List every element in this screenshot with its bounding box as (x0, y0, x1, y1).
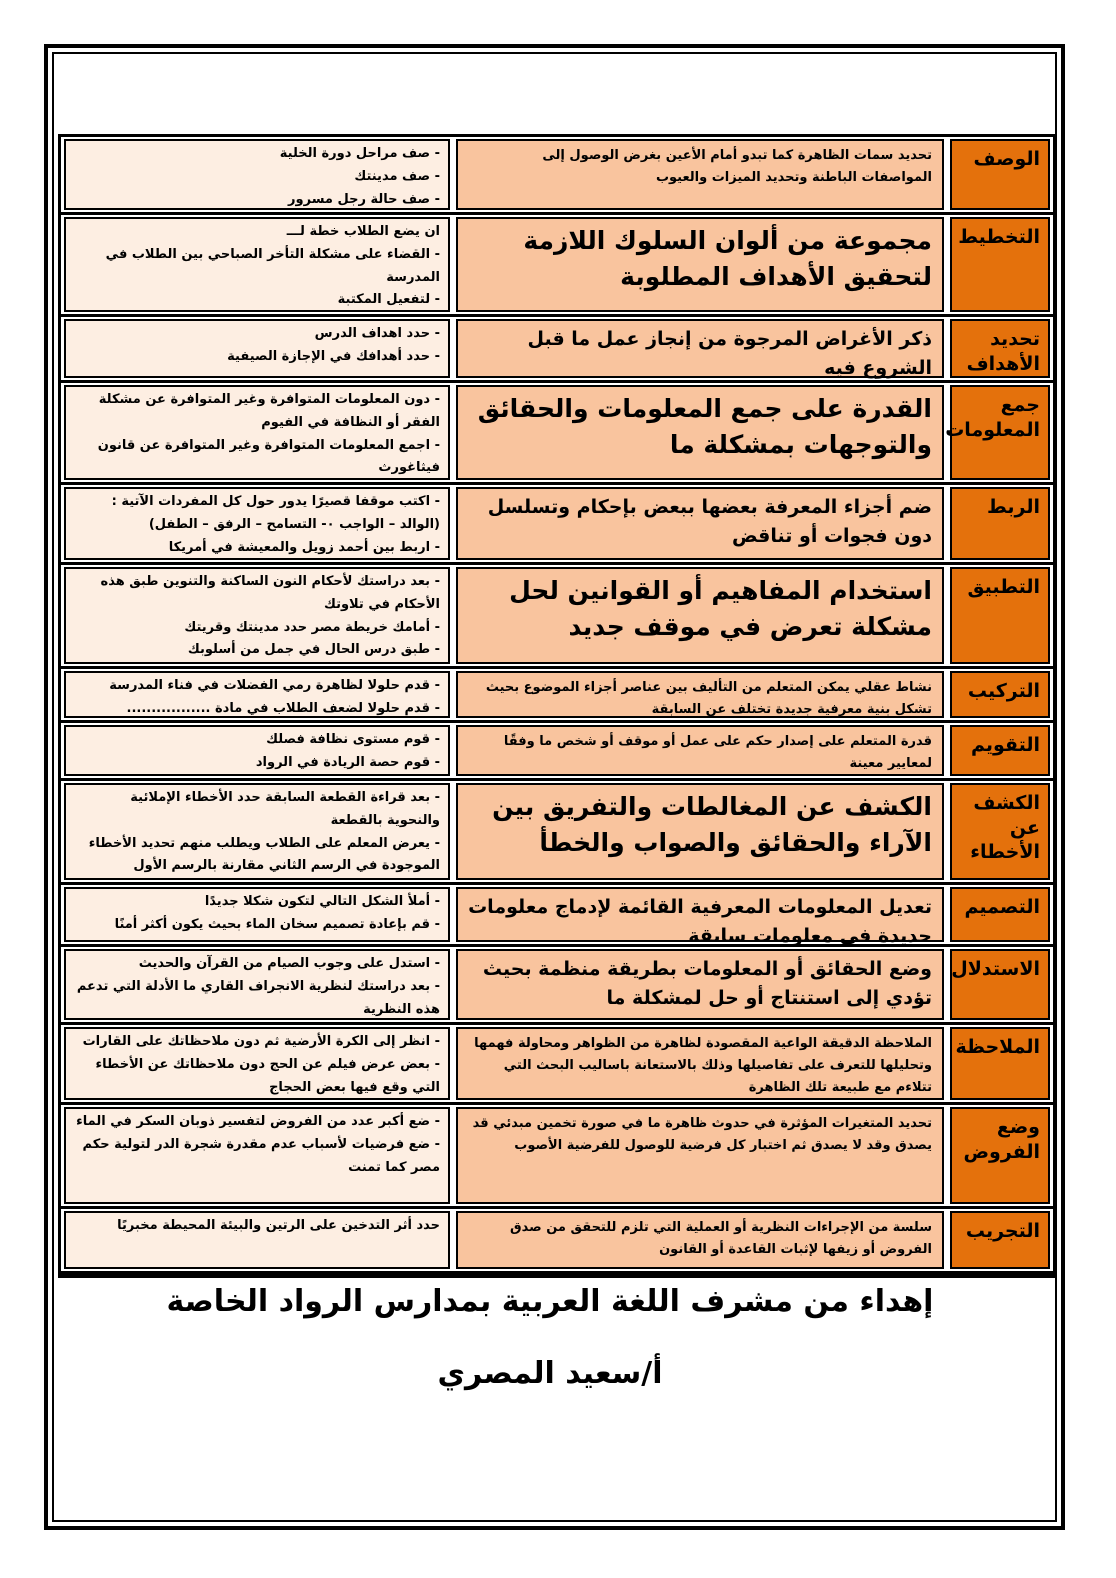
skill-examples (64, 887, 450, 942)
example-item: حدد أثر التدخين على الرتين والبيئة المحيطة مخبريًا (117, 1218, 440, 1233)
skill-definition: تعديل المعلومات المعرفية القائمة لإدماج معلومات جديدة في معلومات سابقة (456, 887, 944, 942)
table-row (61, 781, 1053, 885)
skill-definition: مجموعة من ألوان السلوك اللازمة لتحقيق الأهداف المطلوبة (456, 217, 944, 312)
table-row (61, 215, 1053, 317)
skill-examples (64, 1027, 450, 1100)
example-item: - انظر إلى الكرة الأرضية ثم دون ملاحظاتك على القارات (82, 1034, 440, 1049)
example-item: - استدل على وجوب الصيام من القرآن والحديث (138, 956, 440, 971)
example-item: - قدم حلولا لضعف الطلاب في مادة ................. (126, 700, 440, 716)
example-item: - قدم حلولا لظاهرة رمي الفضلات في فناء المدرسة (109, 678, 440, 693)
example-item: - بعض عرض فيلم عن الحج دون ملاحظاتك عن الأخطاء التي وقع فيها بعض الحجاج (95, 1056, 440, 1095)
skill-definition: وضع الحقائق أو المعلومات بطريقة منظمة بحيث تؤدي إلى استنتاج أو حل لمشكلة ما (456, 949, 944, 1020)
skill-term: التجريب (950, 1211, 1050, 1269)
skill-examples (64, 725, 450, 776)
skill-term: تحديد الأهداف (950, 319, 1050, 378)
example-item: - قم بإعادة تصميم سخان الماء بحيث يكون أكثر أمنًا (114, 916, 440, 932)
table-row (61, 1209, 1053, 1271)
example-item: - اكتب موقفا قصيرًا يدور حول كل المفردات الآتية : (111, 494, 440, 509)
skill-definition: قدرة المتعلم على إصدار حكم على عمل أو موقف أو شخص ما وفقًا لمعايير معينة (456, 725, 944, 776)
table-row (61, 383, 1053, 485)
example-item: - طبق درس الحال في جمل من أسلوبك (187, 642, 440, 658)
skill-definition: تحديد المتغيرات المؤثرة في حدوث ظاهرة ما في صورة تخمين مبدئي قد يصدق وقد لا يصدق ثم اختبار كل فرضية للوصول للفرضية الأصوب (456, 1107, 944, 1204)
skill-definition: ضم أجزاء المعرفة بعضها ببعض بإحكام وتسلسل دون فجوات أو تناقض (456, 487, 944, 560)
author-name: أ/سعيد المصري (437, 1356, 663, 1391)
skill-definition: تحديد سمات الظاهرة كما تبدو أمام الأعين بغرض الوصول إلى المواصفات الباطنة وتحديد الميزات والعيوب (456, 139, 944, 210)
skill-term: التطبيق (950, 567, 1050, 664)
example-item: - قوم حصة الريادة في الرواد (255, 754, 440, 770)
skill-definition: القدرة على جمع المعلومات والحقائق والتوجهات بمشكلة ما (456, 385, 944, 480)
skill-definition: الملاحظة الدقيقة الواعية المقصودة لظاهرة من الظواهر ومحاولة فهمها وتحليلها للتعرف على تفاصيلها وذلك بالاستعانة باساليب البحث التي تتلاءم مع طبيعة تلك الظاهرة (456, 1027, 944, 1100)
skill-examples (64, 567, 450, 664)
table-row (61, 947, 1053, 1025)
example-item: - ضع أكبر عدد من الفروض لتفسير ذوبان السكر في الماء (76, 1114, 440, 1129)
table-row (61, 317, 1053, 383)
table-row (61, 723, 1053, 781)
table-row (61, 565, 1053, 669)
skill-examples (64, 487, 450, 560)
skill-examples (64, 139, 450, 210)
skill-examples (64, 783, 450, 880)
skill-examples (64, 671, 450, 718)
example-item: - القضاء على مشكلة التأخر الصباحي بين الطلاب في المدرسة (105, 246, 440, 285)
example-item: - صف مراحل دورة الخلية (279, 146, 440, 161)
skill-definition: استخدام المفاهيم أو القوانين لحل مشكلة تعرض في موقف جديد (456, 567, 944, 664)
example-item: - حدد أهدافك في الإجازة الصيفية (227, 348, 440, 364)
example-item: - بعد قراءة القطعة السابقة حدد الأخطاء الإملائية والنحوية بالقطعة (130, 790, 440, 828)
skills-table (58, 134, 1056, 1278)
skill-examples (64, 1107, 450, 1204)
skill-term: التخطيط (950, 217, 1050, 312)
skill-examples (64, 217, 450, 312)
example-item: - ضع فرضيات لأسباب عدم مقدرة شجرة الدر لتولية حكم مصر كما تمنت (82, 1136, 440, 1175)
skill-term: التصميم (950, 887, 1050, 942)
skill-term: الوصف (950, 139, 1050, 210)
example-item: (الوالد – الواجب ٠- التسامح – الرفق – الطفل) (148, 516, 440, 532)
table-row (61, 1105, 1053, 1209)
skill-term: جمع المعلومات (950, 385, 1050, 480)
example-item: - دون المعلومات المتوافرة وغير المتوافرة عن مشكلة الفقر أو النظافة في الفيوم (98, 392, 440, 430)
example-item: - صف مدينتك (354, 168, 440, 184)
table-row (61, 485, 1053, 565)
example-item: - أمامك خريطة مصر حدد مدينتك وقريتك (184, 619, 440, 635)
example-item: - بعد دراستك لأحكام النون الساكنة والتنوين طبق هذه الأحكام في تلاوتك (100, 574, 440, 612)
skill-term: الربط (950, 487, 1050, 560)
skill-examples (64, 319, 450, 378)
example-item: - يعرض المعلم على الطلاب ويطلب منهم تحديد الأخطاء الموجودة في الرسم الثاني مقارنة بالرسم الأول (88, 835, 440, 874)
table-row (61, 885, 1053, 947)
example-item: - صف حالة رجل مسرور (288, 191, 440, 207)
example-item: - اجمع المعلومات المتوافرة وغير المتوافرة عن قانون فيثاغورث (97, 437, 440, 476)
skill-term: الكشف عن الأخطاء (950, 783, 1050, 880)
skill-definition: سلسة من الإجراءات النظرية أو العملية التي تلزم للتحقق من صدق الفروض أو زيفها لإثبات القاعدة أو القانون (456, 1211, 944, 1269)
table-row (61, 137, 1053, 215)
dedication-line: إهداء من مشرف اللغة العربية بمدارس الرواد الخاصة (166, 1284, 934, 1319)
skill-term: التركيب (950, 671, 1050, 718)
table-row (61, 1025, 1053, 1105)
skill-examples (64, 1211, 450, 1269)
example-item: - أملأ الشكل التالي لتكون شكلا جديدًا (204, 894, 440, 909)
example-item: - لتفعيل المكتبة (337, 292, 440, 308)
example-item: - اربط بين أحمد زويل والمعيشة في أمريكا (168, 539, 440, 555)
skill-definition: نشاط عقلي يمكن المتعلم من التأليف بين عناصر أجزاء الموضوع بحيث تشكل بنية معرفية جديدة تختلف عن السابقة (456, 671, 944, 718)
example-item: - بعد دراستك لنظرية الانجراف القاري ما الأدلة التي تدعم هذه النظرية (76, 978, 440, 1017)
skill-examples (64, 949, 450, 1020)
skill-term: الملاحظة (950, 1027, 1050, 1100)
skill-definition: الكشف عن المغالطات والتفريق بين الآراء والحقائق والصواب والخطأ (456, 783, 944, 880)
example-item: - حدد اهداف الدرس (314, 326, 440, 341)
table-row (61, 669, 1053, 723)
skill-term: الاستدلال (950, 949, 1050, 1020)
skill-term: التقويم (950, 725, 1050, 776)
skill-term: وضع الفروض (950, 1107, 1050, 1204)
skill-examples (64, 385, 450, 480)
skill-definition: ذكر الأغراض المرجوة من إنجاز عمل ما قبل الشروع فيه (456, 319, 944, 378)
example-item: - قوم مستوى نظافة فصلك (266, 732, 440, 747)
example-item: ان يضع الطلاب خطة لـــ (286, 224, 440, 239)
